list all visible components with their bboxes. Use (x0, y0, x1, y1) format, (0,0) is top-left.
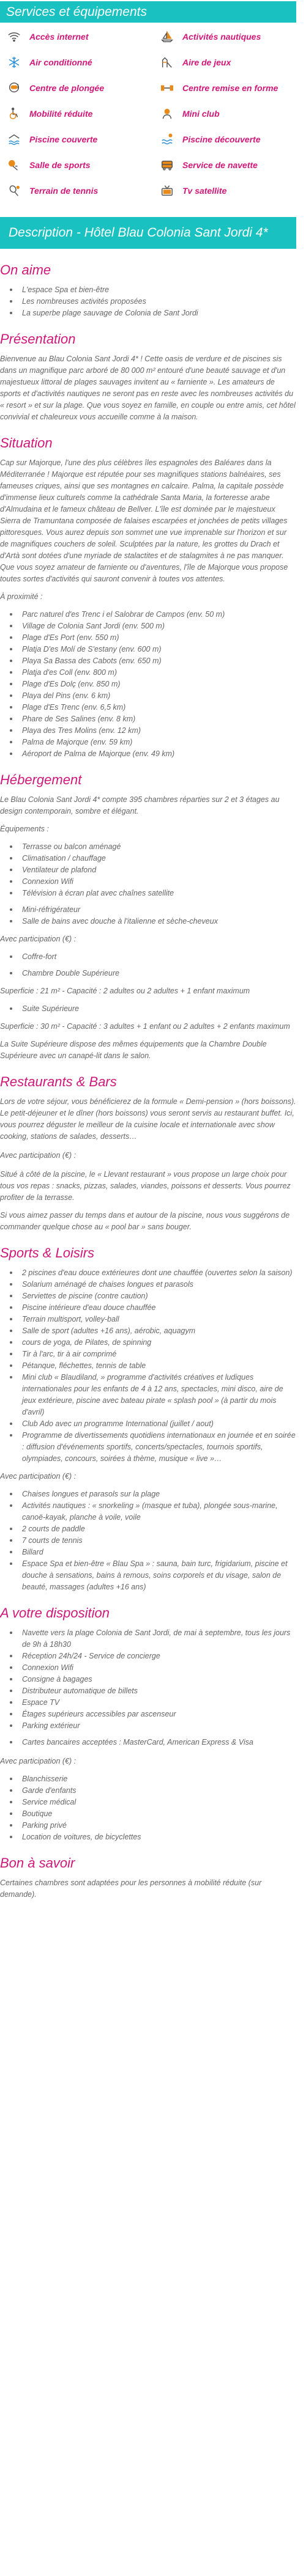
sports-list (9, 1267, 296, 1465)
list-item: Parc naturel d'es Trenc i el Salobrar de Campos (env. 50 m) (9, 609, 296, 620)
service-piscine-decouverte (158, 133, 306, 146)
list-item: L'espace Spa et bien-être (9, 284, 296, 296)
situation-text: Cap sur Majorque, l'une des plus célèbres îles espagnoles des Baléares dans la Méditerranée ! Majorque est réputée pour ses magnifiques stations balnéaires, ses fameuses criques, ainsi que ses montagnes en calcaire. Palma, la capitale possède d'immense lieux culturels comme la cathédrale Santa Maria, la forteresse arabe d'Almudaina et le fameux château de Bellver. L'île est dominée par le majestueux Sierra de Tramuntana composée de falaises escarpées et jonchées de petits villages pittoresques. Vous aurez depuis son sommet une vue imprenable sur l'horizon et sur de magnifiques couchers de soleil. Sculptées par la nature, les grottes du Drach et d'Artà sont dotées d'une myriade de stalactites et de stalagmites à ne pas manquer. Que vous soyez amateur de farniente ou d'aventures, l'île de Majorque vous propose toutes sortes d'activités qui sauront convenir à toutes vos attentes. (0, 458, 288, 583)
list-item: Réception 24h/24 - Service de concierge (9, 1650, 296, 1662)
service-forme (158, 81, 306, 95)
dumbbell-icon (158, 81, 176, 95)
list-item: Mini club « Blaudiland, » programme d'activités créatives et ludiques internationales pour les enfants de 4 à 12 ans, spectacles, mini disco, aire de jeux extérieure, piscine avec bateau pirate « splash pool » (à partir du mois d'avril) (9, 1372, 296, 1418)
list-item: Connexion Wifi (9, 1662, 296, 1674)
list-item: Blanchisserie (9, 1773, 296, 1785)
bon-savoir-heading: Bon à savoir (0, 1855, 75, 1871)
list-item: cours de yoga, de Pilates, de spinning (9, 1337, 296, 1349)
list-item: Club Ado avec un programme International (juillet / aout) (9, 1418, 296, 1430)
service-label: Terrain de tennis (29, 186, 99, 196)
description-title: Description - Hôtel Blau Colonia Sant Jordi 4* (9, 226, 268, 240)
presentation-heading: Présentation (0, 331, 76, 347)
list-item: Palma de Majorque (env. 59 km) (9, 737, 296, 748)
list-item: Garde d'enfants (9, 1785, 296, 1797)
list-item: Platja D'es Molí de S'estany (env. 600 m) (9, 644, 296, 655)
description-content (0, 262, 306, 1901)
list-item: Terrasse ou balcon aménagé (9, 841, 296, 853)
list-item: Cartes bancaires acceptées : MasterCard, American Express & Visa (9, 1737, 296, 1748)
list-item: Consigne à bagages (9, 1674, 296, 1685)
service-label: Centre remise en forme (182, 83, 278, 93)
shuttle-bus-icon (158, 158, 176, 172)
list-item: Piscine intérieure d'eau douce chauffée (9, 1302, 296, 1314)
list-item: Activités nautiques : « snorkeling » (masque et tuba), plongée sous-marine, canoë-kayak, planche à voile, voile (9, 1500, 296, 1523)
list-item: Pétanque, fléchettes, tennis de table (9, 1360, 296, 1372)
situation-heading: Situation (0, 435, 53, 451)
wheelchair-icon (5, 107, 23, 120)
wifi-icon (5, 30, 23, 43)
superficie-2: Superficie : 30 m² - Capacité : 3 adultes + 1 enfant ou 2 adultes + 2 enfants maximum (0, 1022, 290, 1031)
service-jeux (158, 56, 306, 69)
bon-savoir-text: Certaines chambres sont adaptées pour les personnes à mobilité réduite (sur demande). (0, 1879, 262, 1899)
service-clim (5, 56, 158, 69)
restaurants-text-3: Si vous aimez passer du temps dans et autour de la piscine, nous vous suggérons de commander quelque chose au « pool bar » sans bouger. (0, 1211, 290, 1231)
paid-list (9, 951, 296, 979)
list-item: Salle de sport (adultes +16 ans), aérobic, aquagym (9, 1325, 296, 1337)
service-label: Mobilité réduite (29, 109, 93, 119)
services-grid (0, 23, 306, 204)
services-title: Services et équipements (6, 5, 147, 19)
list-item: Étages supérieurs accessibles par ascenseur (9, 1709, 296, 1720)
paid-label: Avec participation (€) : (0, 1151, 76, 1160)
service-salle-sports (5, 158, 158, 172)
description-band (0, 217, 296, 249)
list-item: Boutique (9, 1808, 296, 1820)
service-label: Service de navette (182, 160, 258, 170)
service-label: Accès internet (29, 32, 89, 42)
list-item: Playa des Tres Molins (env. 12 km) (9, 725, 296, 737)
superficie-1: Superficie : 21 m² - Capacité : 2 adultes ou 2 adultes + 1 enfant maximum (0, 987, 250, 995)
list-item: Chaises longues et parasols sur la plage (9, 1489, 296, 1500)
service-plongee (5, 81, 158, 95)
list-item: Serviettes de piscine (contre caution) (9, 1290, 296, 1302)
list-item: Suite Supérieure (9, 1003, 296, 1015)
restaurants-text-2: Situé à côté de la piscine, le « Llevant restaurant » vous propose un large choix pour tous vos repas : snacks, pizzas, salades, viandes, poissons et desserts. Vous pourrez profiter de la terrasse. (0, 1170, 291, 1202)
sailboat-icon (158, 30, 176, 43)
paid-label: Avec participation (€) : (0, 935, 76, 943)
list-item: Espace Spa et bien-être « Blau Spa » : sauna, bain turc, frigidarium, piscine et douche à sensations, bains à remous, soins corporels et du visage, salon de beauté, massages (adultes +16 ans) (9, 1558, 296, 1593)
list-item: Espace TV (9, 1697, 296, 1709)
list-item: Télévision à écran plat avec chaînes satellite (9, 888, 296, 899)
list-item: Plage d'Es Dolç (env. 850 m) (9, 679, 296, 690)
list-item: Platja d'es Coll (env. 800 m) (9, 667, 296, 679)
list-item: Programme de divertissements quotidiens internationaux en journée et en soirée : diffusion d'événements sportifs, concerts/spectacles, tournois sportifs, olympiades, concours, soirées à thème, musique « live »… (9, 1430, 296, 1465)
list-item: Parking extérieur (9, 1720, 296, 1732)
service-label: Piscine couverte (29, 134, 98, 144)
list-item: Parking privé (9, 1820, 296, 1831)
service-piscine-couverte (5, 133, 158, 146)
list-item: Billard (9, 1547, 296, 1558)
service-label: Air conditionné (29, 57, 92, 67)
service-internet (5, 30, 158, 43)
proximity-list (9, 609, 296, 760)
paid-label: Avec participation (€) : (0, 1757, 76, 1765)
service-label: Aire de jeux (182, 57, 231, 67)
service-navette (158, 158, 306, 172)
outdoor-pool-icon (158, 133, 176, 146)
hebergement-intro: Le Blau Colonia Sant Jordi 4* compte 395 chambres réparties sur 2 et 3 étages au design contemporain, sombre et élégant. (0, 795, 280, 815)
sports-heading: Sports & Loisirs (0, 1245, 95, 1260)
proximity-label: À proximité : (0, 592, 43, 601)
equipements-list (9, 841, 296, 927)
list-item: Tir à l'arc, tir à air comprimé (9, 1349, 296, 1360)
suite-list (9, 1003, 296, 1015)
on-aime-list (9, 284, 296, 319)
suite-note: La Suite Supérieure dispose des mêmes équipements que la Chambre Double Supérieure avec un canapé-lit dans le salon. (0, 1040, 267, 1060)
presentation-text: Bienvenue au Blau Colonia Sant Jordi 4* ! Cette oasis de verdure et de piscines sis dans un magnifique parc arboré de 80 000 m² entouré d'une beauté sauvage et d'un majestueux littoral de plages sauvages invitent au « farniente ». Les amateurs de sports et d'activités nautiques ne seront pas en reste avec les nombreuses activités du « resort » et sur la plage. Que vous soyez en famille, en couple ou entre amis, cet hôtel convivial et chaleureux vous accueille comme à la maison. (0, 355, 296, 421)
service-tv (158, 184, 306, 197)
service-label: Mini club (182, 109, 220, 119)
service-miniclub (158, 107, 306, 120)
list-item: Village de Colonia Sant Jordi (env. 500 m) (9, 620, 296, 632)
list-item: Location de voitures, de bicyclettes (9, 1831, 296, 1843)
list-item: Mini-réfrigérateur (9, 904, 296, 916)
list-item: Chambre Double Supérieure (9, 968, 296, 979)
list-item: Navette vers la plage Colonia de Sant Jordi, de mai à septembre, tous les jours de 9h à 18h30 (9, 1627, 296, 1650)
list-item: Distributeur automatique de billets (9, 1685, 296, 1697)
service-label: Salle de sports (29, 160, 91, 170)
service-label: Piscine découverte (182, 134, 261, 144)
list-item: Les nombreuses activités proposées (9, 296, 296, 307)
playground-icon (158, 56, 176, 69)
service-label: Activités nautiques (182, 32, 261, 42)
service-tennis (5, 184, 158, 197)
list-item: 7 courts de tennis (9, 1535, 296, 1547)
list-item: Plage d'Es Port (env. 550 m) (9, 632, 296, 644)
satellite-tv-icon (158, 184, 176, 197)
list-item: Salle de bains avec douche à l'italienne et sèche-cheveux (9, 916, 296, 927)
on-aime-heading: On aime (0, 262, 51, 278)
service-nautique (158, 30, 306, 43)
tennis-icon (5, 184, 23, 197)
diving-icon (5, 81, 23, 95)
list-item: 2 piscines d'eau douce extérieures dont une chauffée (ouvertes selon la saison) (9, 1267, 296, 1279)
restaurants-heading: Restaurants & Bars (0, 1074, 117, 1089)
service-mobilite (5, 107, 158, 120)
services-band (0, 1, 296, 23)
list-item: Connexion Wifi (9, 876, 296, 888)
list-item: Aéroport de Palma de Majorque (env. 49 km) (9, 748, 296, 760)
list-item: 2 courts de paddle (9, 1523, 296, 1535)
sports-hall-icon (5, 158, 23, 172)
disposition-heading: A votre disposition (0, 1605, 110, 1621)
service-label: Tv satellite (182, 186, 227, 196)
list-item: Plage d'Es Trenc (env. 6,5 km) (9, 702, 296, 713)
restaurants-text: Lors de votre séjour, vous bénéficierez de la formule « Demi-pension » (hors boissons). Le petit-déjeuner et le dîner (hors boissons) vous seront servis au restaurant buffet. Ici, vous pourrez déguster le meilleur de la cuisine locale et internationale avec show cooking, stations de salades, desserts… (0, 1097, 296, 1141)
list-item: Ventilateur de plafond (9, 864, 296, 876)
service-label: Centre de plongée (29, 83, 105, 93)
disposition-paid-list (9, 1773, 296, 1843)
disposition-list (9, 1627, 296, 1748)
list-item: Solarium aménagé de chaises longues et parasols (9, 1279, 296, 1290)
equipements-label: Équipements : (0, 825, 49, 833)
list-item: Terrain multisport, volley-ball (9, 1314, 296, 1325)
list-item: Coffre-fort (9, 951, 296, 963)
list-item: Playa del Pins (env. 6 km) (9, 690, 296, 702)
sports-paid-list (9, 1489, 296, 1593)
snowflake-icon (5, 56, 23, 69)
indoor-pool-icon (5, 133, 23, 146)
mini-club-icon (158, 107, 176, 120)
list-item: Phare de Ses Salines (env. 8 km) (9, 713, 296, 725)
list-item: La superbe plage sauvage de Colonia de Sant Jordi (9, 307, 296, 319)
list-item: Climatisation / chauffage (9, 853, 296, 864)
paid-label: Avec participation (€) : (0, 1472, 76, 1481)
list-item: Playa Sa Bassa des Cabots (env. 650 m) (9, 655, 296, 667)
hebergement-heading: Hébergement (0, 772, 82, 787)
list-item: Service médical (9, 1797, 296, 1808)
